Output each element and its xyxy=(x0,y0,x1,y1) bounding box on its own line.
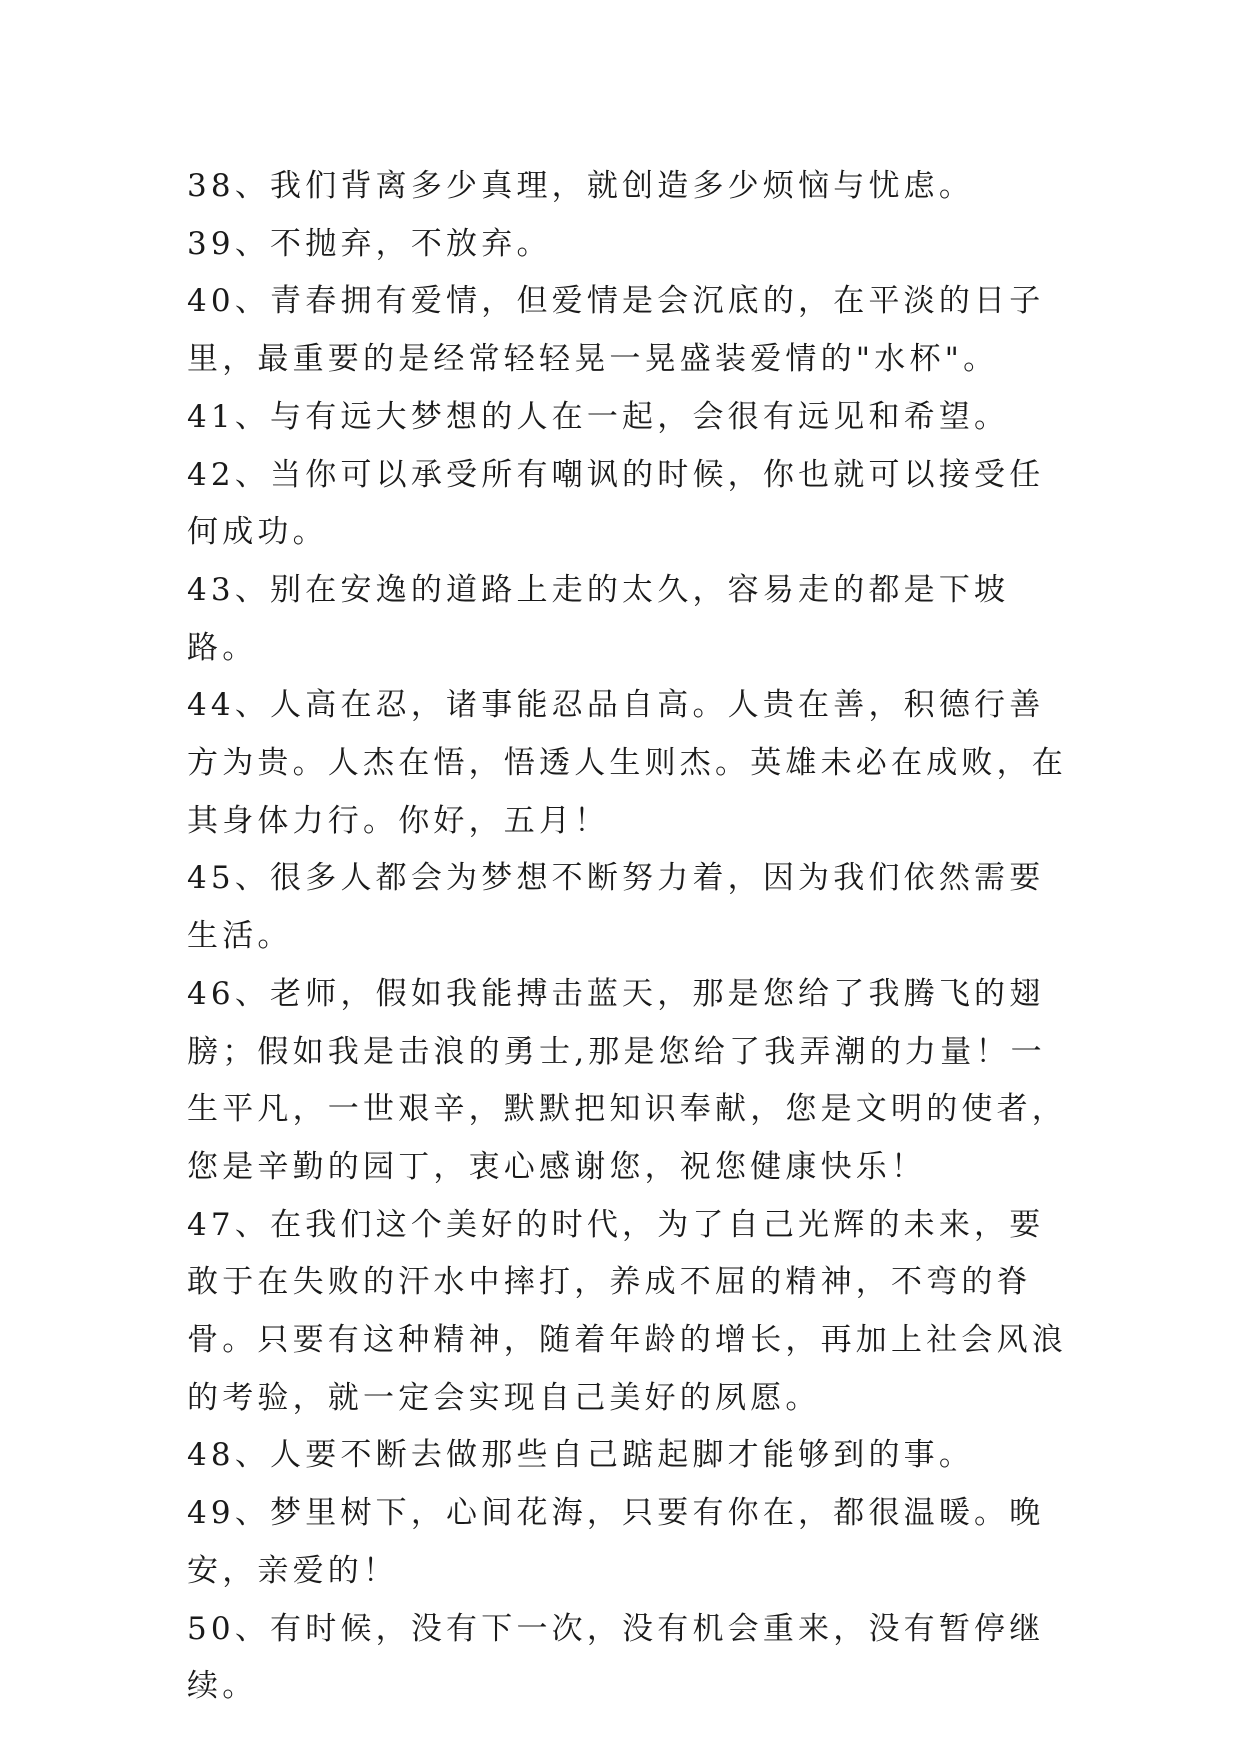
quote-item-45: 45、很多人都会为梦想不断努力着，因为我们依然需要生活。 xyxy=(187,860,1045,955)
quote-item-48: 48、人要不断去做那些自己踮起脚才能够到的事。 xyxy=(187,1437,975,1474)
quote-item-49: 49、梦里树下，心间花海，只要有你在，都很温暖。晚安，亲爱的！ xyxy=(187,1495,1045,1589)
quote-item-47: 47、在我们这个美好的时代，为了自己光辉的未来，要敢于在失败的汗水中摔打，养成不屈的精神，不弯的脊骨。只要有这种精神，随着年龄的增长，再加上社会风浪的考验，就一定会实现自己美好的夙愿。 xyxy=(187,1206,1067,1416)
quote-item-42: 42、当你可以承受所有嘲讽的时候，你也就可以接受任何成功。 xyxy=(187,456,1045,551)
quote-item-43: 43、别在安逸的道路上走的太久，容易走的都是下坡路。 xyxy=(187,571,1010,666)
quote-item-40: 40、青春拥有爱情，但爱情是会沉底的，在平淡的日子里，最重要的是经常轻轻晃一晃盛装爱情的"水杯"。 xyxy=(187,283,1045,378)
quote-item-39: 39、不抛弃，不放弃。 xyxy=(187,225,552,262)
quote-item-50: 50、有时候，没有下一次，没有机会重来，没有暂停继续。 xyxy=(187,1610,1045,1705)
quote-item-46: 46、老师，假如我能搏击蓝天，那是您给了我腾飞的翅膀；假如我是击浪的勇士,那是您给了我弄潮的力量！一生平凡，一世艰辛，默默把知识奉献，您是文明的使者，您是辛勤的园丁，衷心感谢您，祝您健康快乐！ xyxy=(187,975,1067,1185)
quote-item-44: 44、人高在忍，诸事能忍品自高。人贵在善，积德行善方为贵。人杰在悟，悟透人生则杰。英雄未必在成败，在其身体力行。你好，五月！ xyxy=(187,687,1067,839)
quote-item-38: 38、我们背离多少真理，就创造多少烦恼与忧虑。 xyxy=(187,168,975,204)
quote-list xyxy=(187,158,1077,1716)
quote-item-41: 41、与有远大梦想的人在一起，会很有远见和希望。 xyxy=(187,398,1010,435)
